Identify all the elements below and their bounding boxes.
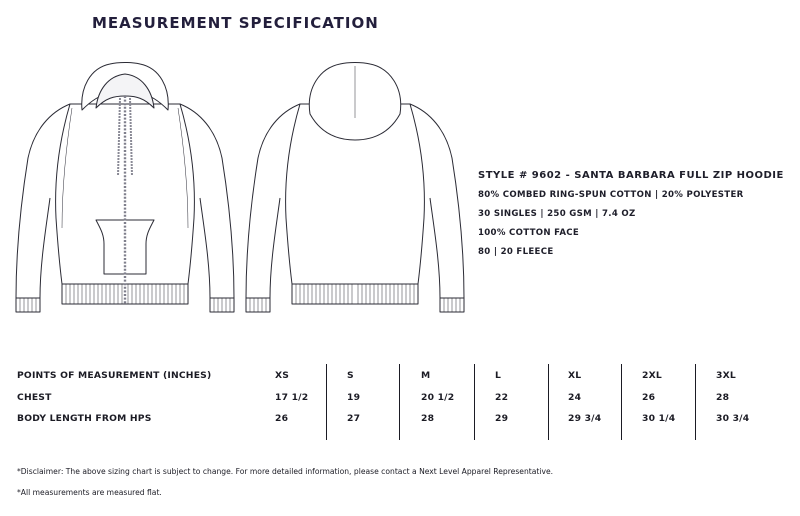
column-divider [695,364,696,440]
fabric-weight: 30 SINGLES | 250 GSM | 7.4 OZ [478,209,636,219]
chest-l: 22 [495,392,509,403]
chest-xs: 17 1/2 [275,392,309,403]
size-header-3xl: 3XL [716,370,736,381]
chest-3xl: 28 [716,392,730,403]
body-length-2xl: 30 1/4 [642,413,676,424]
fabric-composition: 80% COMBED RING-SPUN COTTON | 20% POLYESTER [478,190,744,200]
chest-xl: 24 [568,392,582,403]
size-header-2xl: 2XL [642,370,662,381]
style-specification [478,166,784,262]
row-label-body-length: BODY LENGTH FROM HPS [17,413,152,424]
header-label: POINTS OF MEASUREMENT (INCHES) [17,370,212,381]
chest-2xl: 26 [642,392,656,403]
fleece-ratio: 80 | 20 FLEECE [478,247,554,257]
disclaimer-sizing: *Disclaimer: The above sizing chart is subject to change. For more detailed information, please contact a Next Level Apparel Representative. [17,467,554,476]
column-divider [621,364,622,440]
chest-s: 19 [347,392,361,403]
body-length-xs: 26 [275,413,289,424]
size-header-xs: XS [275,370,290,381]
chest-m: 20 1/2 [421,392,455,403]
row-label-chest: CHEST [17,392,52,403]
body-length-s: 27 [347,413,361,424]
size-header-s: S [347,370,354,381]
body-length-xl: 29 3/4 [568,413,602,424]
column-divider [474,364,475,440]
size-header-l: L [495,370,502,381]
column-divider [326,364,327,440]
column-divider [399,364,400,440]
measurement-table [17,364,787,440]
style-heading: STYLE # 9602 - SANTA BARBARA FULL ZIP HOODIE [478,170,784,181]
hoodie-front-illustration [10,58,240,320]
page-title: MEASUREMENT SPECIFICATION [92,14,379,32]
body-length-m: 28 [421,413,435,424]
hoodie-back-illustration [240,58,470,320]
disclaimer-measured-flat: *All measurements are measured flat. [17,488,162,497]
body-length-l: 29 [495,413,509,424]
fabric-face: 100% COTTON FACE [478,228,580,238]
body-length-3xl: 30 3/4 [716,413,750,424]
size-header-m: M [421,370,431,381]
size-header-xl: XL [568,370,582,381]
column-divider [548,364,549,440]
